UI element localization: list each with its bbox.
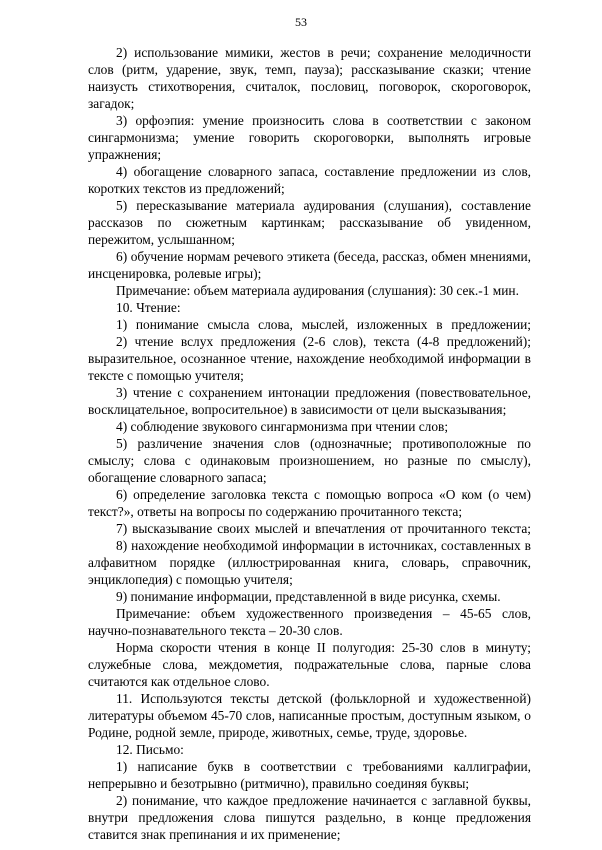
paragraph: 4) обогащение словарного запаса, составление предложении из слов, коротких текстов из предложений; [88,164,531,196]
page-number: 53 [295,15,307,29]
paragraph: 2) чтение вслух предложения (2-6 слов), текста (4-8 предложений); выразительное, осознанное чтение, нахождение необходимой информации в тексте с помощью учителя; [88,334,531,383]
paragraph: 1) понимание смысла слова, мыслей, изложенных в предложении; [116,317,531,332]
paragraph: 1) написание букв в соответствии с требованиями каллиграфии, непрерывно и безотрывно (ритмично), правильно соединяя буквы; [88,759,531,791]
note-paragraph: Примечание: объем художественного произведения – 45-65 слов, научно-познавательного текста – 20-30 слов. [88,606,531,638]
paragraph: 5) пересказывание материала аудирования (слушания), составление рассказов по сюжетным картинкам; рассказывание об увиденном, пережитом, услышанном; [88,198,531,247]
paragraph: 6) обучение нормам речевого этикета (беседа, рассказ, обмен мнениями, инсценировка, ролевые игры); [88,249,531,281]
section-heading: 12. Письмо: [116,742,184,757]
paragraph: 2) использование мимики, жестов в речи; сохранение мелодичности слов (ритм, ударение, звук, темп, пауза); рассказывание сказки; чтение наизусть стихотворения, считалок, пословиц, поговорок, скороговорок, загадок; [88,45,531,111]
paragraph: 3) орфоэпия: умение произносить слова в соответствии с законом сингармонизма; умение говорить скороговорки, выполнять игровые упражнения; [88,113,531,162]
note-paragraph: Примечание: объем материала аудирования (слушания): 30 сек.-1 мин. [116,283,519,298]
paragraph: 2) понимание, что каждое предложение начинается с заглавной буквы, внутри предложения слова пишутся раздельно, в конце предложения ставится знак препинания и их применение; [88,793,531,842]
paragraph: 3) чтение с сохранением интонации предложения (повествовательное, восклицательное, вопросительное) в зависимости от цели высказывания; [88,385,531,417]
paragraph: 7) высказывание своих мыслей и впечатления от прочитанного текста; [116,521,531,536]
paragraph: 8) нахождение необходимой информации в источниках, составленных в алфавитном порядке (иллюстрированная книга, словарь, справочник, энциклопедия) с помощью учителя; [88,538,531,587]
paragraph: 9) понимание информации, представленной в виде рисунка, схемы. [116,589,501,604]
paragraph: 5) различение значения слов (однозначные; противоположные по смыслу; слова с одинаковым произношением, но разные по смыслу), обогащение словарного запаса; [88,436,531,485]
paragraph: 4) соблюдение звукового сингармонизма при чтении слов; [116,419,449,434]
paragraph: 11. Используются тексты детской (фольклорной и художественной) литературы объемом 45-70 слов, написанные простым, доступным языком, о Родине, родной земле, природе, животных, семье, труде, здоровье. [88,691,531,740]
paragraph: 6) определение заголовка текста с помощью вопроса «О ком (о чем) текст?», ответы на вопросы по содержанию прочитанного текста; [88,487,531,519]
paragraph: Норма скорости чтения в конце II полугодия: 25-30 слов в минуту; служебные слова, междометия, подражательные слова, парные слова считаются как отдельное слово. [88,640,531,689]
body-text [88,44,531,843]
section-heading: 10. Чтение: [116,300,181,315]
